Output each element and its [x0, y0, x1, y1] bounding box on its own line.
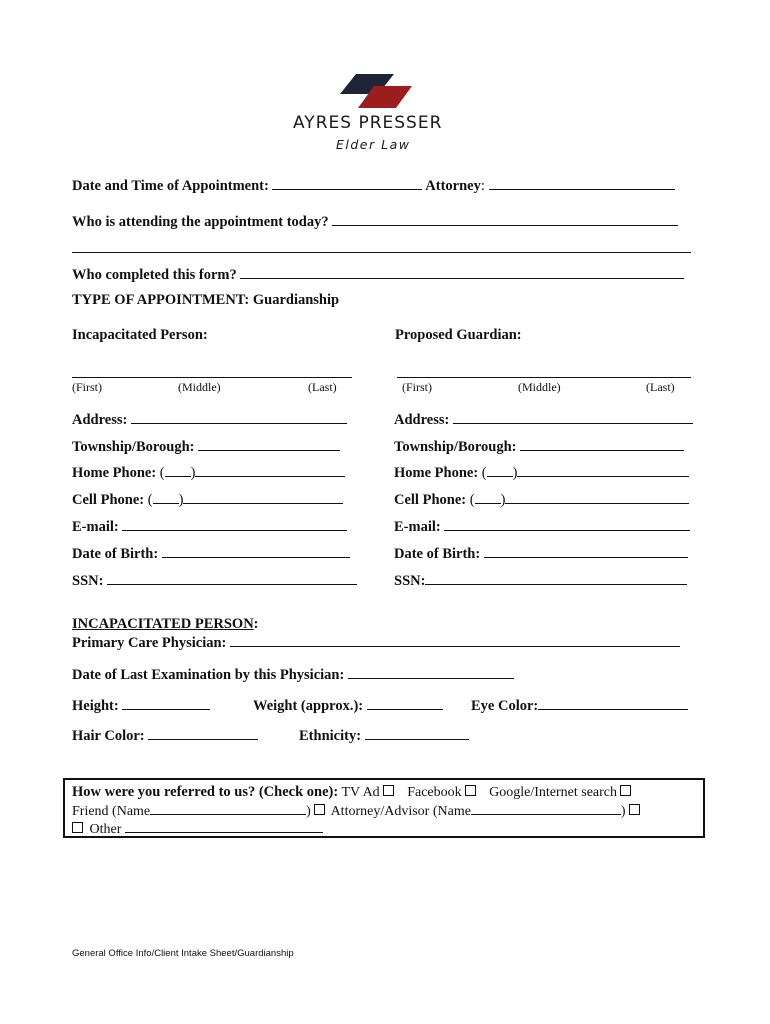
referral-attorney-checkbox[interactable]: [629, 804, 640, 815]
left-cell-phone-row: Cell Phone: ( ): [72, 490, 343, 509]
left-dob-field[interactable]: [162, 544, 350, 558]
right-township-label: Township/Borough:: [394, 439, 517, 455]
left-cell-phone-field[interactable]: [183, 490, 343, 504]
right-name-first-label: (First): [402, 380, 432, 394]
left-township-field[interactable]: [198, 437, 340, 451]
left-email-field[interactable]: [122, 517, 347, 531]
attorney-label: Attorney: [425, 178, 481, 194]
logo-subtitle: Elder Law: [336, 137, 411, 152]
referral-google-label: Google/Internet search: [489, 785, 618, 800]
right-ssn-row: [394, 571, 687, 590]
left-name-last-label: (Last): [308, 380, 337, 394]
left-name-middle-label: (Middle): [178, 380, 221, 394]
right-cell-area-code[interactable]: [475, 490, 501, 504]
referral-friend-label: Friend (Name: [72, 804, 151, 819]
right-email-row: [394, 517, 690, 536]
right-ssn-field[interactable]: [425, 571, 687, 585]
right-township-row: [394, 437, 684, 456]
physician-field[interactable]: [230, 633, 680, 647]
left-cell-phone-label: Cell Phone:: [72, 492, 145, 508]
right-cell-phone-label: Cell Phone:: [394, 492, 467, 508]
physician-label: Primary Care Physician:: [72, 635, 227, 651]
referral-other-field[interactable]: [125, 819, 323, 833]
right-township-field[interactable]: [520, 437, 684, 451]
referral-attorney-label: Attorney/Advisor (Name: [330, 804, 471, 819]
referral-row-1: [72, 784, 634, 801]
eye-color-row: [471, 696, 688, 715]
left-home-phone-row: Home Phone: ( ): [72, 463, 345, 482]
eye-color-field[interactable]: [538, 696, 688, 710]
guardian-heading: Proposed Guardian:: [395, 327, 522, 343]
physician-row: [72, 633, 680, 652]
right-cell-phone-field[interactable]: [505, 490, 689, 504]
left-email-label: E-mail:: [72, 519, 119, 535]
right-email-label: E-mail:: [394, 519, 441, 535]
right-address-row: [394, 410, 693, 429]
left-home-area-code[interactable]: [165, 463, 191, 477]
right-dob-row: [394, 544, 688, 563]
left-home-phone-label: Home Phone:: [72, 465, 157, 481]
left-ssn-row: [72, 571, 357, 590]
right-dob-field[interactable]: [484, 544, 688, 558]
ethnicity-label: Ethnicity:: [299, 728, 362, 744]
left-name-first-label: (First): [72, 380, 102, 394]
referral-friend-name-field[interactable]: [150, 801, 306, 815]
logo-mark-icon: [338, 72, 418, 110]
left-dob-label: Date of Birth:: [72, 546, 159, 562]
left-ssn-field[interactable]: [107, 571, 357, 585]
referral-question: How were you referred to us? (Check one):: [72, 784, 339, 800]
height-row: [72, 696, 210, 715]
left-address-label: Address:: [72, 412, 128, 428]
attending-label: Who is attending the appointment today?: [72, 214, 329, 230]
right-ssn-label: SSN:: [394, 573, 426, 589]
attending-row: [72, 212, 678, 231]
attorney-field[interactable]: [489, 176, 675, 190]
referral-google-checkbox[interactable]: [620, 785, 631, 796]
medical-section-heading: INCAPACITATED PERSON: [72, 616, 254, 632]
referral-tv-checkbox[interactable]: [383, 785, 394, 796]
last-exam-field[interactable]: [348, 665, 514, 679]
left-email-row: [72, 517, 347, 536]
left-home-phone-field[interactable]: [195, 463, 345, 477]
logo-title: AYRES PRESSER: [293, 113, 443, 133]
right-address-label: Address:: [394, 412, 450, 428]
height-label: Height:: [72, 698, 119, 714]
appointment-type: TYPE OF APPOINTMENT: Guardianship: [72, 292, 340, 308]
referral-facebook-checkbox[interactable]: [465, 785, 476, 796]
completed-row: [72, 265, 684, 284]
hair-color-row: [72, 726, 258, 745]
right-name-last-label: (Last): [646, 380, 675, 394]
left-dob-row: [72, 544, 350, 563]
referral-friend-checkbox[interactable]: [314, 804, 325, 815]
right-home-phone-field[interactable]: [517, 463, 689, 477]
completed-field[interactable]: [240, 265, 684, 279]
left-address-row: [72, 410, 347, 429]
referral-attorney-name-field[interactable]: [471, 801, 621, 815]
right-dob-label: Date of Birth:: [394, 546, 481, 562]
referral-facebook-label: Facebook: [407, 785, 462, 800]
ethnicity-row: [299, 726, 469, 745]
left-cell-area-code[interactable]: [153, 490, 179, 504]
right-address-field[interactable]: [453, 410, 693, 424]
weight-label: Weight (approx.):: [253, 698, 364, 714]
right-home-phone-label: Home Phone:: [394, 465, 479, 481]
left-ssn-label: SSN:: [72, 573, 104, 589]
right-home-area-code[interactable]: [487, 463, 513, 477]
hair-color-field[interactable]: [148, 726, 258, 740]
eye-color-label: Eye Color:: [471, 698, 539, 714]
weight-row: [253, 696, 443, 715]
left-address-field[interactable]: [131, 410, 347, 424]
referral-row-3: [72, 819, 323, 838]
weight-field[interactable]: [367, 696, 443, 710]
guardian-name-field[interactable]: [397, 377, 691, 378]
last-exam-row: [72, 665, 514, 684]
referral-other-checkbox[interactable]: [72, 822, 83, 833]
left-township-row: [72, 437, 340, 456]
footer-text: General Office Info/Client Intake Sheet/Guardianship: [72, 948, 294, 959]
left-township-label: Township/Borough:: [72, 439, 195, 455]
referral-row-2: Friend (Name ) Attorney/Advisor (Name ): [72, 801, 643, 820]
attending-field[interactable]: [332, 212, 678, 226]
completed-label: Who completed this form?: [72, 267, 237, 283]
referral-other-label: Other: [89, 822, 122, 837]
attending-field-line-2[interactable]: [72, 252, 691, 253]
ethnicity-field[interactable]: [365, 726, 469, 740]
hair-color-label: Hair Color:: [72, 728, 145, 744]
height-field[interactable]: [122, 696, 210, 710]
incapacitated-heading: Incapacitated Person:: [72, 327, 208, 343]
right-email-field[interactable]: [444, 517, 690, 531]
right-cell-phone-row: Cell Phone: ( ): [394, 490, 689, 509]
date-time-row: Date and Time of Appointment: Attorney:: [72, 176, 675, 195]
date-time-label: Date and Time of Appointment:: [72, 178, 269, 194]
incapacitated-name-field[interactable]: [72, 377, 352, 378]
medical-section-heading-row: INCAPACITATED PERSON:: [72, 616, 259, 632]
date-time-field[interactable]: [272, 176, 422, 190]
right-home-phone-row: Home Phone: ( ): [394, 463, 689, 482]
right-name-middle-label: (Middle): [518, 380, 561, 394]
referral-tv-label: TV Ad: [341, 785, 380, 800]
last-exam-label: Date of Last Examination by this Physician:: [72, 667, 345, 683]
